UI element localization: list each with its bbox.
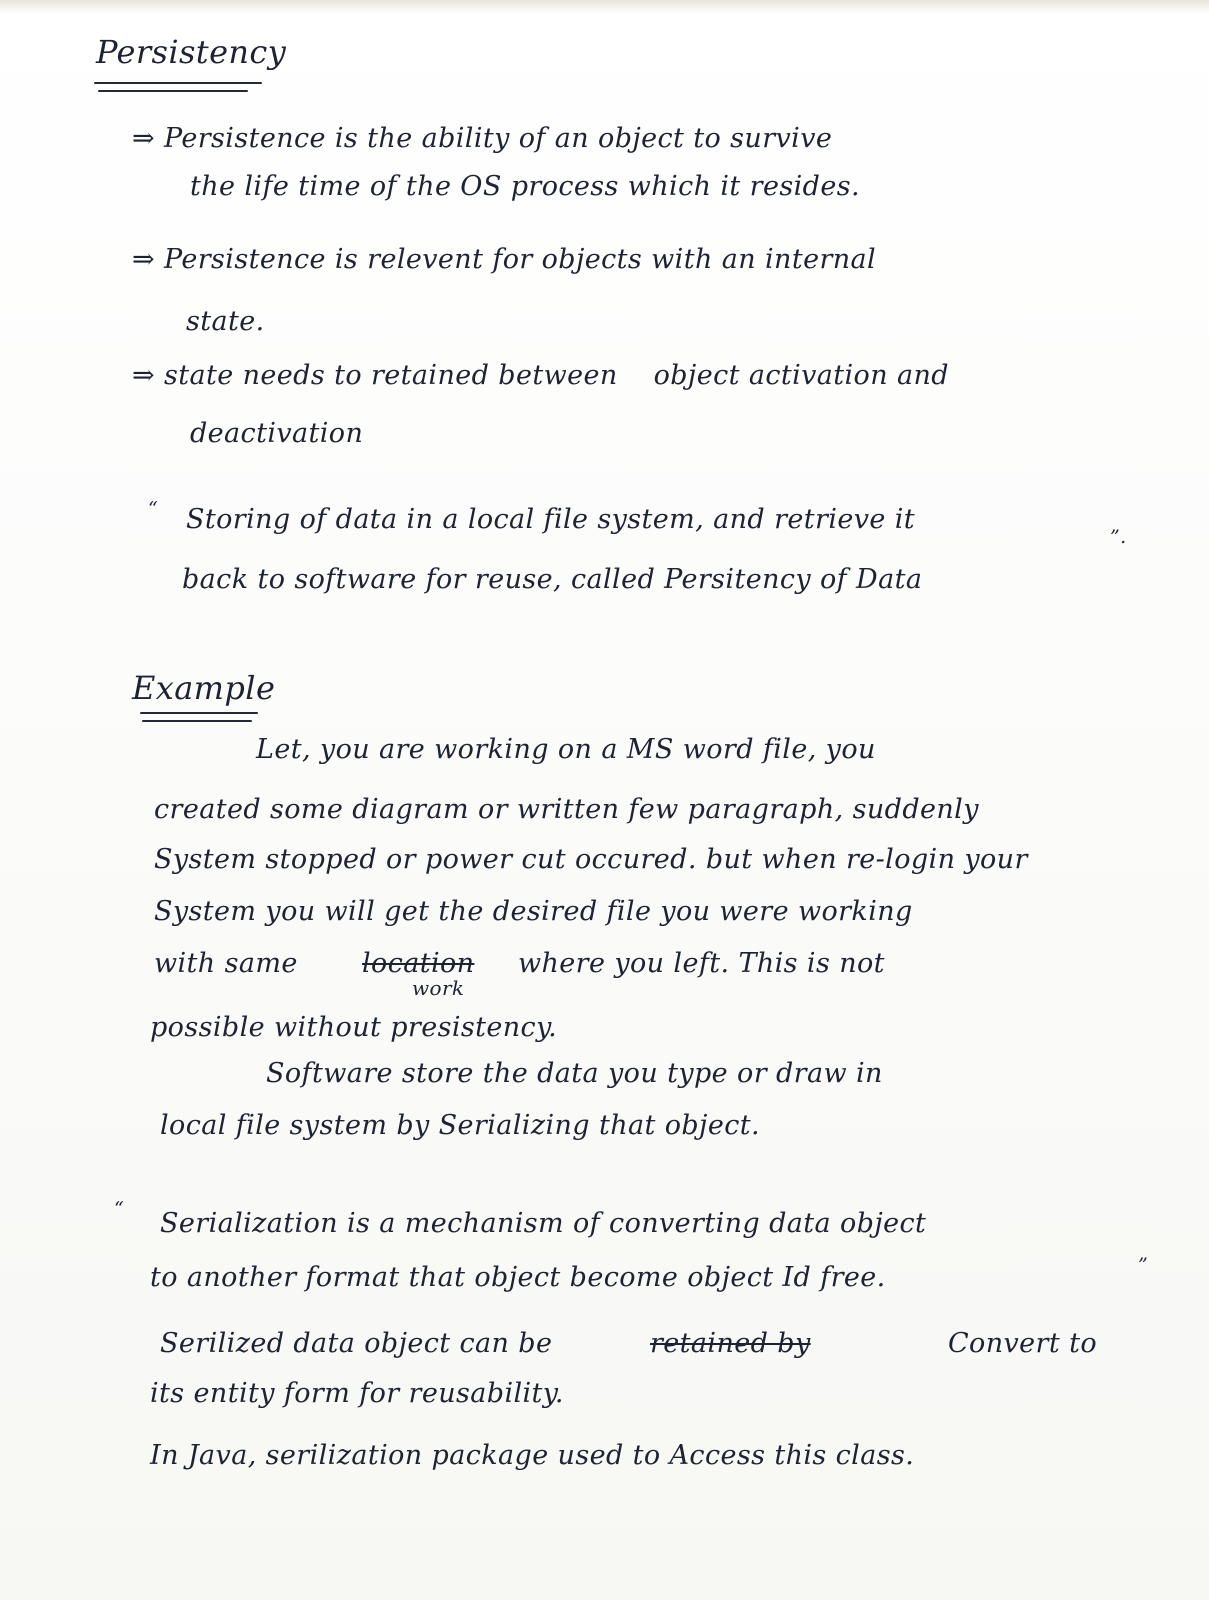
serialized-line-1-struck: retained by bbox=[650, 1328, 811, 1359]
example-line-5-start: with same bbox=[154, 948, 298, 979]
page-title: Persistency bbox=[96, 33, 287, 71]
serialization-close-mark: ” bbox=[1138, 1254, 1149, 1276]
point-3-line-1: ⇒ state needs to retained between object activation and bbox=[132, 360, 949, 391]
quote-line-2: back to software for reuse, called Persitency of Data bbox=[182, 564, 923, 595]
page-top-edge bbox=[0, 0, 1209, 14]
serialized-line-2: its entity form for reusability. bbox=[150, 1378, 564, 1409]
definition-line-1: ⇒ Persistence is the ability of an object to survive bbox=[132, 123, 833, 154]
quote-open-mark: “ bbox=[148, 498, 159, 520]
point-3-line-2: deactivation bbox=[190, 418, 364, 449]
example-line-1: Let, you are working on a MS word file, you bbox=[256, 734, 876, 765]
example-line-8: local file system by Serializing that object. bbox=[160, 1110, 760, 1141]
example-underline-2 bbox=[142, 720, 252, 722]
serialization-open-mark: “ bbox=[114, 1198, 125, 1220]
point-2-line-2: state. bbox=[186, 306, 265, 337]
example-heading: Example bbox=[132, 669, 276, 707]
example-line-7: Software store the data you type or draw in bbox=[266, 1058, 883, 1089]
serialized-line-1-end: Convert to bbox=[948, 1328, 1097, 1359]
example-line-4: System you will get the desired file you were working bbox=[154, 896, 913, 927]
example-line-6: possible without presistency. bbox=[150, 1012, 558, 1043]
example-line-5-end: where you left. This is not bbox=[518, 948, 885, 979]
example-line-2: created some diagram or written few paragraph, suddenly bbox=[154, 794, 979, 825]
serialization-line-2: to another format that object become object Id free. bbox=[150, 1262, 886, 1293]
java-line: In Java, serilization package used to Access this class. bbox=[150, 1440, 915, 1471]
quote-line-1: Storing of data in a local file system, and retrieve it bbox=[186, 504, 916, 535]
point-2-line-1: ⇒ Persistence is relevent for objects with an internal bbox=[132, 244, 877, 275]
quote-close-mark: ”. bbox=[1110, 526, 1127, 548]
title-underline-2 bbox=[98, 90, 248, 92]
serialized-line-1-start: Serilized data object can be bbox=[160, 1328, 553, 1359]
example-line-5-correction: work bbox=[412, 976, 465, 1000]
example-underline-1 bbox=[140, 712, 258, 714]
serialization-line-1: Serialization is a mechanism of converting data object bbox=[160, 1208, 927, 1239]
example-line-5-struck-word: location bbox=[362, 948, 475, 979]
title-underline-1 bbox=[94, 82, 262, 84]
example-line-3: System stopped or power cut occured. but when re-login your bbox=[154, 844, 1028, 875]
definition-line-2: the life time of the OS process which it resides. bbox=[190, 171, 860, 202]
